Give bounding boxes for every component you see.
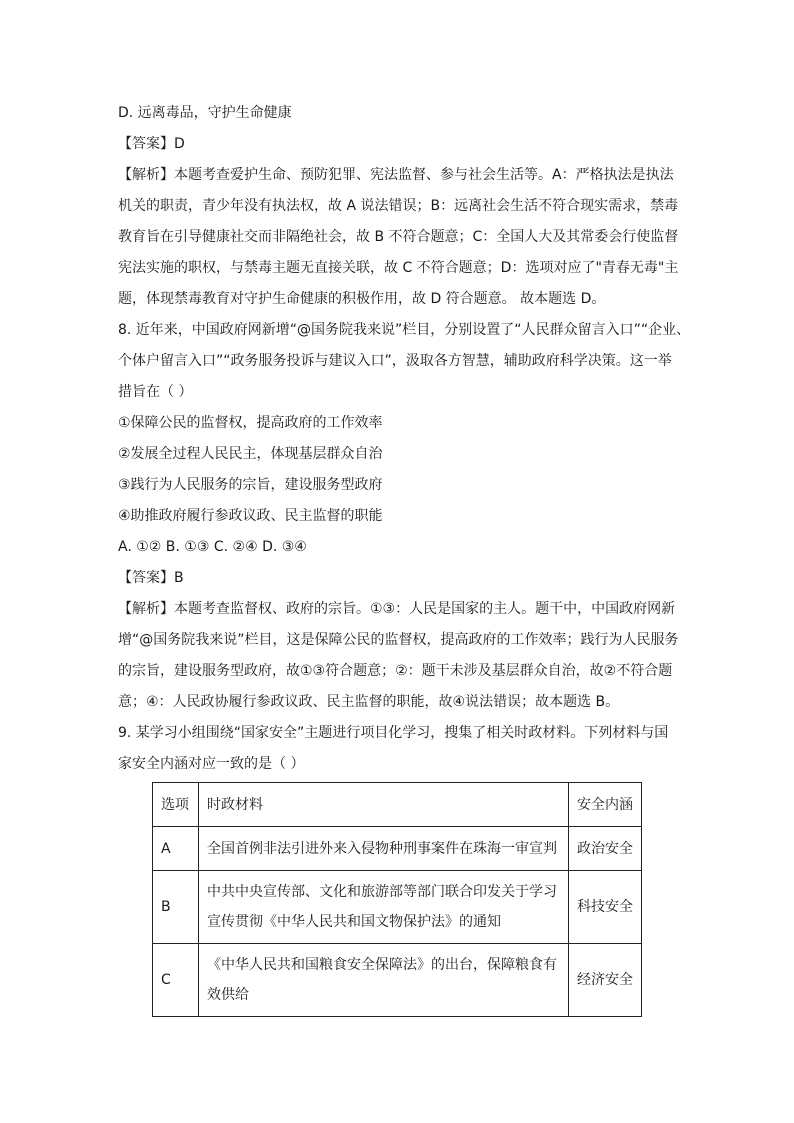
table-cell-material [199, 827, 569, 871]
material-line: 中共中央宣传部、文化和旅游部等部门联合印发关于学习 [207, 884, 557, 900]
q7-analysis-line: 宪法实施的职权，与禁毒主题无直接关联，故 C 不符合题意；D：选项对应了"青春无毒"主 [118, 260, 679, 276]
option-d-previous-question: D. 远离毒品，守护生命健康 [118, 105, 292, 121]
table-cell-meaning: 经济安全 [569, 944, 642, 1017]
q8-stem-line: 8. 近年来，中国政府网新增“@国务院我来说”栏目，分别设置了“人民群众留言入口”“企业、 [118, 322, 691, 338]
table-cell-meaning: 政治安全 [569, 827, 642, 871]
q7-analysis-line: 【解析】本题考查爱护生命、预防犯罪、宪法监督、参与社会生活等。A：严格执法是执法 [118, 167, 674, 183]
q8-analysis-line: 增“@国务院我来说”栏目，这是保障公民的监督权，提高政府的工作效率；践行为人民服务 [118, 632, 679, 648]
q9-table [152, 782, 642, 1017]
document-page [118, 98, 691, 780]
table-row [153, 871, 642, 944]
q8-option: ①保障公民的监督权，提高政府的工作效率 [118, 415, 383, 431]
q7-analysis [118, 160, 678, 315]
material-line: 《中华人民共和国粮食安全保障法》的出台，保障粮食有 [207, 957, 557, 973]
table-cell-material [199, 871, 569, 944]
q8-stem-line: 措旨在（ ） [118, 384, 193, 400]
q7-analysis-line: 题，体现禁毒教育对守护生命健康的积极作用，故 D 符合题意。 故本题选 D。 [118, 291, 606, 307]
table-header-meaning: 安全内涵 [569, 783, 642, 827]
material-line: 全国首例非法引进外来入侵物种刑事案件在珠海一审宣判 [207, 840, 557, 857]
q9-stem [118, 718, 678, 780]
q8-options [118, 408, 678, 532]
q8-analysis-line: 的宗旨，建设服务型政府，故①③符合题意；②：题干未涉及基层群众自治，故②不符合题 [118, 663, 673, 679]
q9-stem-line: 家安全内涵对应一致的是（ ） [118, 756, 305, 772]
material-line: 宣传贯彻《中华人民共和国文物保护法》的通知 [207, 914, 501, 930]
q8-stem [118, 315, 691, 408]
table-header-row [153, 783, 642, 827]
table-header-option: 选项 [153, 783, 199, 827]
q8-option: ④助推政府履行参政议政、民主监督的职能 [118, 508, 383, 524]
q9-stem-line: 9. 某学习小组围绕“国家安全”主题进行项目化学习，搜集了相关时政材料。下列材料与国 [118, 725, 669, 741]
q8-option: ②发展全过程人民民主，体现基层群众自治 [118, 446, 383, 462]
q7-analysis-line: 教育旨在引导健康社交而非隔绝社会，故 B 不符合题意；C：全国人大及其常委会行使监督 [118, 229, 679, 245]
table-cell-option: B [153, 871, 199, 944]
table-row [153, 944, 642, 1017]
table-header-material: 时政材料 [199, 783, 569, 827]
table-cell-meaning: 科技安全 [569, 871, 642, 944]
q8-analysis [118, 594, 678, 718]
q7-answer: 【答案】D [118, 136, 185, 152]
material-line: 效供给 [207, 987, 249, 1003]
q8-option: ③践行为人民服务的宗旨，建设服务型政府 [118, 477, 383, 493]
table-cell-option: A [153, 827, 199, 871]
table-cell-option: C [153, 944, 199, 1017]
q8-stem-line: 个体户留言入口”“政务服务投诉与建议入口”，汲取各方智慧，辅助政府科学决策。这一举 [118, 353, 672, 369]
table-row [153, 827, 642, 871]
q8-choices: A. ①② B. ①③ C. ②④ D. ③④ [118, 539, 307, 555]
q8-analysis-line: 【解析】本题考查监督权、政府的宗旨。①③：人民是国家的主人。题干中，中国政府网新 [118, 601, 676, 617]
q7-analysis-line: 机关的职责，青少年没有执法权，故 A 说法错误；B：远离社会生活不符合现实需求，禁毒 [118, 198, 679, 214]
q8-analysis-line: 意；④：人民政协履行参政议政、民主监督的职能，故④说法错误；故本题选 B。 [118, 694, 620, 710]
q8-answer: 【答案】B [118, 570, 184, 586]
table-cell-material [199, 944, 569, 1017]
